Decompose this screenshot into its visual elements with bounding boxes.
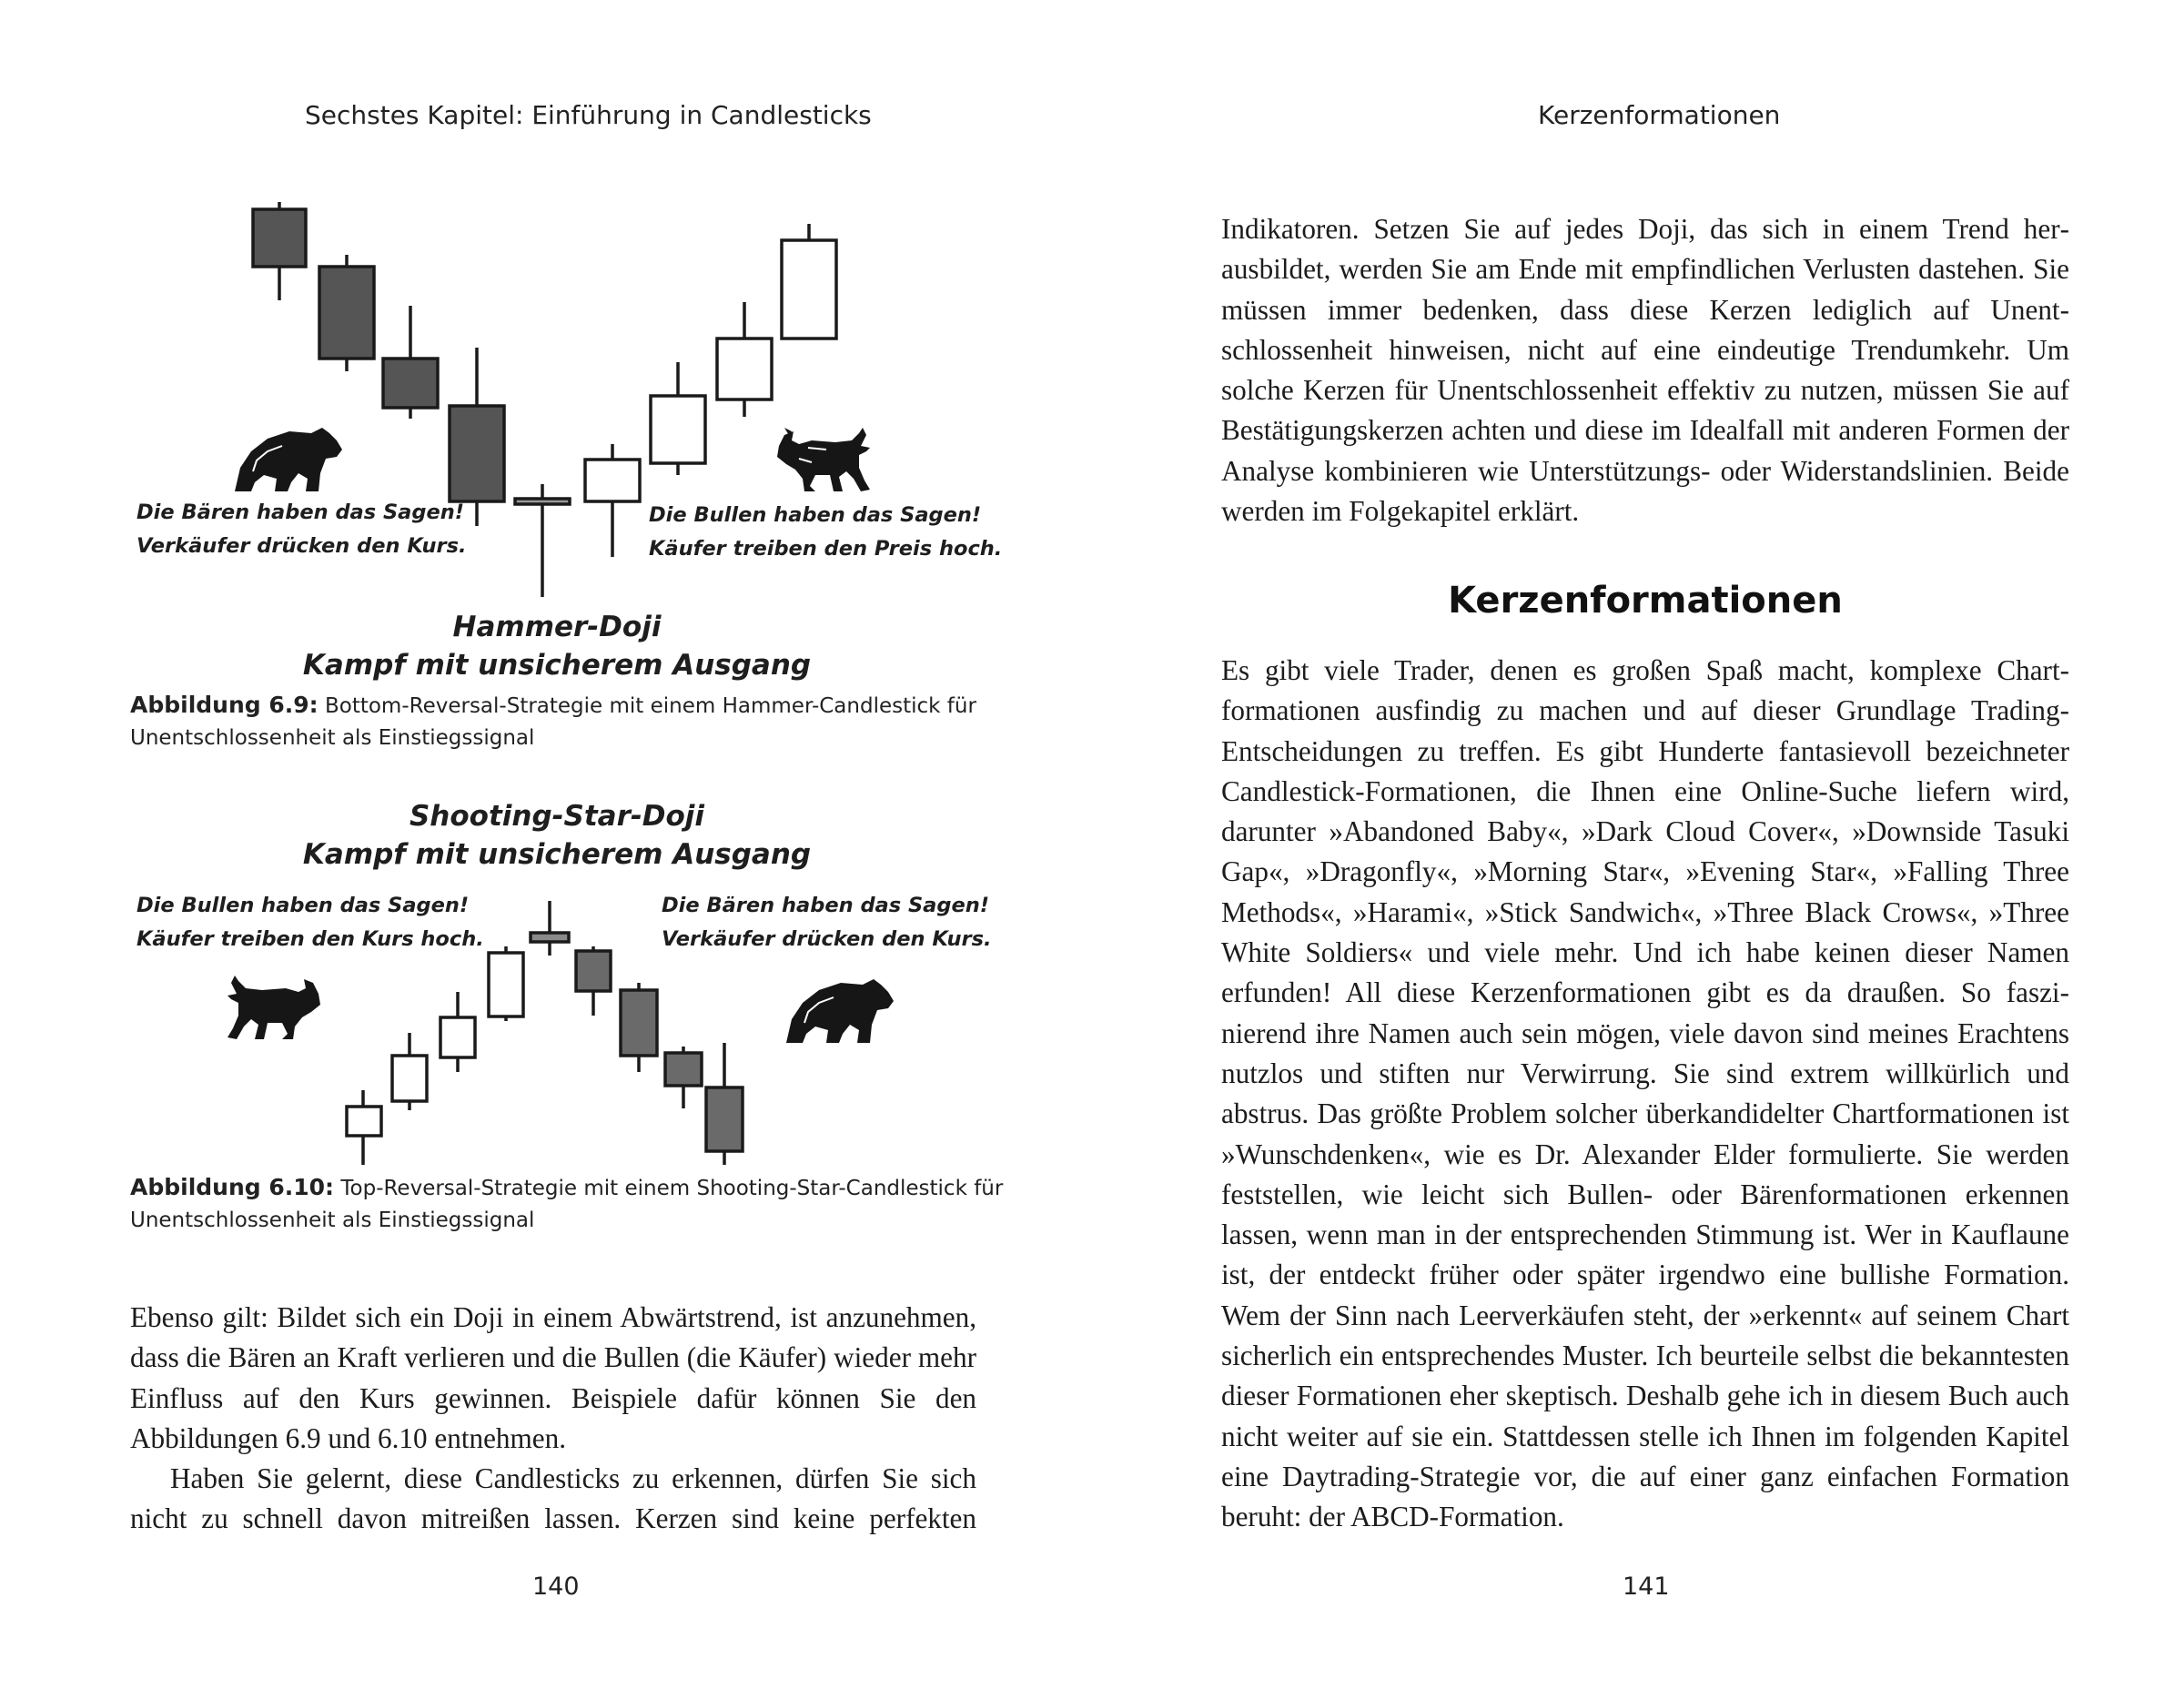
figure-title-line: Kampf mit unsicherem Ausgang xyxy=(302,649,812,682)
candle-shooting-star-doji xyxy=(531,901,569,956)
note-line: Die Bären haben das Sagen! xyxy=(662,894,989,917)
candle-bearish xyxy=(253,202,306,300)
caption-label: Abbildung 6.10: xyxy=(130,1174,335,1200)
candle-bullish xyxy=(717,302,772,417)
candle-bullish xyxy=(585,444,640,557)
running-head-left: Sechstes Kapitel: Einführung in Candlesticks xyxy=(305,100,872,130)
figure-title-line: Kampf mit unsicherem Ausgang xyxy=(302,838,812,871)
candle-bullish xyxy=(782,224,836,339)
figure-hammer-doji xyxy=(0,0,1092,783)
right-section-text xyxy=(1221,651,2069,1538)
page-number-right: 141 xyxy=(1623,1573,1670,1601)
figure-title-line: Shooting-Star-Doji xyxy=(409,800,705,833)
bear-icon xyxy=(235,428,342,491)
candle-bearish xyxy=(706,1043,743,1165)
candle-bullish xyxy=(347,1090,381,1165)
paragraph: Es gibt viele Trader, denen es großen Spaß macht, komplexe Chartformationen ausfindig zu machen und auf dieser Grundlage Trading-Entscheidungen zu treffen. Es gibt Hunderte fantasievoll bezeichneter Candlestick-Formationen, die Ihnen eine Online-Suche liefern wird, darunter »Abandoned Baby«, »Dark Cloud Cover«, »Downside Tasuki Gap«, »Dragonfly«, »Morning Star«, »Evening Star«, »Falling Three Methods«, »Harami«, »Stick Sandwich«, »Three Black Crows«, »Three White Soldiers« und viele mehr. Und ich habe keinen dieser Namen erfunden! All diese Kerzenformationen gibt es da draußen. So faszinierend ihre Namen auch sein mögen, viele davon sind meines Erachtens nutzlos und stiften nur Verwirrung. Sie sind extrem willkürlich und abstrus. Das größte Problem solcher überkandidelter Chartformationen ist »Wunschdenken«, wie es Dr. Alexander Elder formulierte. Sie werden feststellen, wie leicht sich Bullen- oder Bärenformationen erkennen lassen, wenn man in der entsprechenden Stimmung ist. Wer in Kauflaune ist, der entdeckt früher oder später irgendwo eine bullishe Formation. Wem der Sinn nach Leerverkäufen steht, der »erkennt« auf seinem Chart sicherlich ein entsprechendes Muster. Ich beurteile selbst die bekanntesten dieser Formationen eher skeptisch. Deshalb gehe ich in diesem Buch auch nicht weiter auf sie ein. Stattdessen stelle ich Ihnen im folgenden Kapitel eine Daytrading-Strategie vor, die auf einer ganz einfachen Formation beruht: der ABCD-Formation. xyxy=(1221,654,2069,1533)
paragraph: Haben Sie gelernt, diese Candlesticks zu erkennen, dürfen Sie sich nicht zu schnell davon mitreißen lassen. Kerzen sind keine perfekten xyxy=(130,1462,976,1535)
figure-title-line: Hammer-Doji xyxy=(452,611,662,643)
candle-bullish xyxy=(489,946,523,1021)
bull-icon xyxy=(228,976,320,1039)
paragraph: Ebenso gilt: Bildet sich ein Doji in einem Abwärtstrend, ist anzunehmen, dass die Bären an Kraft verlieren und die Bullen (die Käufer) wieder mehr Einfluss auf den Kurs gewinnen. Beispiele dafür können Sie den Abbildungen 6.9 und 6.10 entnehmen. xyxy=(130,1301,976,1454)
caption-label: Abbildung 6.9: xyxy=(130,692,318,718)
candle-bullish xyxy=(440,992,475,1072)
figure-2-note-right xyxy=(662,889,992,956)
right-page xyxy=(1092,0,2184,1699)
figure-2-note-left xyxy=(136,889,484,956)
candle-bullish xyxy=(651,362,705,475)
bull-icon xyxy=(777,428,870,491)
note-line: Die Bullen haben das Sagen! xyxy=(136,894,470,917)
candle-bearish xyxy=(576,946,611,1016)
page-number-left: 140 xyxy=(532,1573,580,1601)
figure-1-note-right xyxy=(649,499,1002,566)
note-line: Verkäufer drücken den Kurs. xyxy=(662,927,992,951)
candle-bullish xyxy=(392,1033,427,1110)
figure-2-title xyxy=(211,797,903,874)
figure-1-note-left xyxy=(136,496,467,563)
bear-icon xyxy=(786,979,894,1043)
note-line: Die Bullen haben das Sagen! xyxy=(649,503,982,527)
candle-bearish xyxy=(319,255,374,371)
note-line: Käufer treiben den Preis hoch. xyxy=(649,537,1003,561)
right-intro-text xyxy=(1221,209,2069,531)
figure-1-title xyxy=(211,608,903,684)
note-line: Die Bären haben das Sagen! xyxy=(136,501,464,524)
paragraph: Indikatoren. Setzen Sie auf jedes Doji, das sich in einem Trend herausbildet, werden Sie am Ende mit empfindlichen Verlusten dastehen. Sie müssen immer bedenken, dass diese Kerzen lediglich auf Unentschlossenheit hinweisen, nicht auf eine eindeutige Trendumkehr. Um solche Kerzen für Unentschlossenheit effektiv zu nutzen, müssen Sie auf Bestätigungskerzen achten und diese im Idealfall mit anderen Formen der Analyse kombinieren wie Unterstützungs- oder Widerstandslinien. Beide werden im Folgekapitel erklärt. xyxy=(1221,213,2069,528)
note-line: Verkäufer drücken den Kurs. xyxy=(136,534,467,558)
section-heading: Kerzenformationen xyxy=(1448,580,1843,622)
caption-text: Top-Reversal-Strategie mit einem Shooting-Star-Candlestick für Unentschlossenheit als Einstiegssignal xyxy=(130,1177,1004,1232)
note-line: Käufer treiben den Kurs hoch. xyxy=(136,927,484,951)
figure-2-caption xyxy=(130,1171,1004,1237)
candle-bearish xyxy=(621,983,657,1072)
candle-bearish xyxy=(383,306,438,419)
figure-1-caption xyxy=(130,689,1004,754)
running-head-right: Kerzenformationen xyxy=(1538,100,1781,130)
left-body-text xyxy=(130,1298,976,1540)
candle-bearish xyxy=(665,1047,702,1108)
caption-text: Bottom-Reversal-Strategie mit einem Hammer-Candlestick für Unentschlossenheit als Einstiegssignal xyxy=(130,694,976,750)
candle-hammer-doji xyxy=(515,484,570,597)
